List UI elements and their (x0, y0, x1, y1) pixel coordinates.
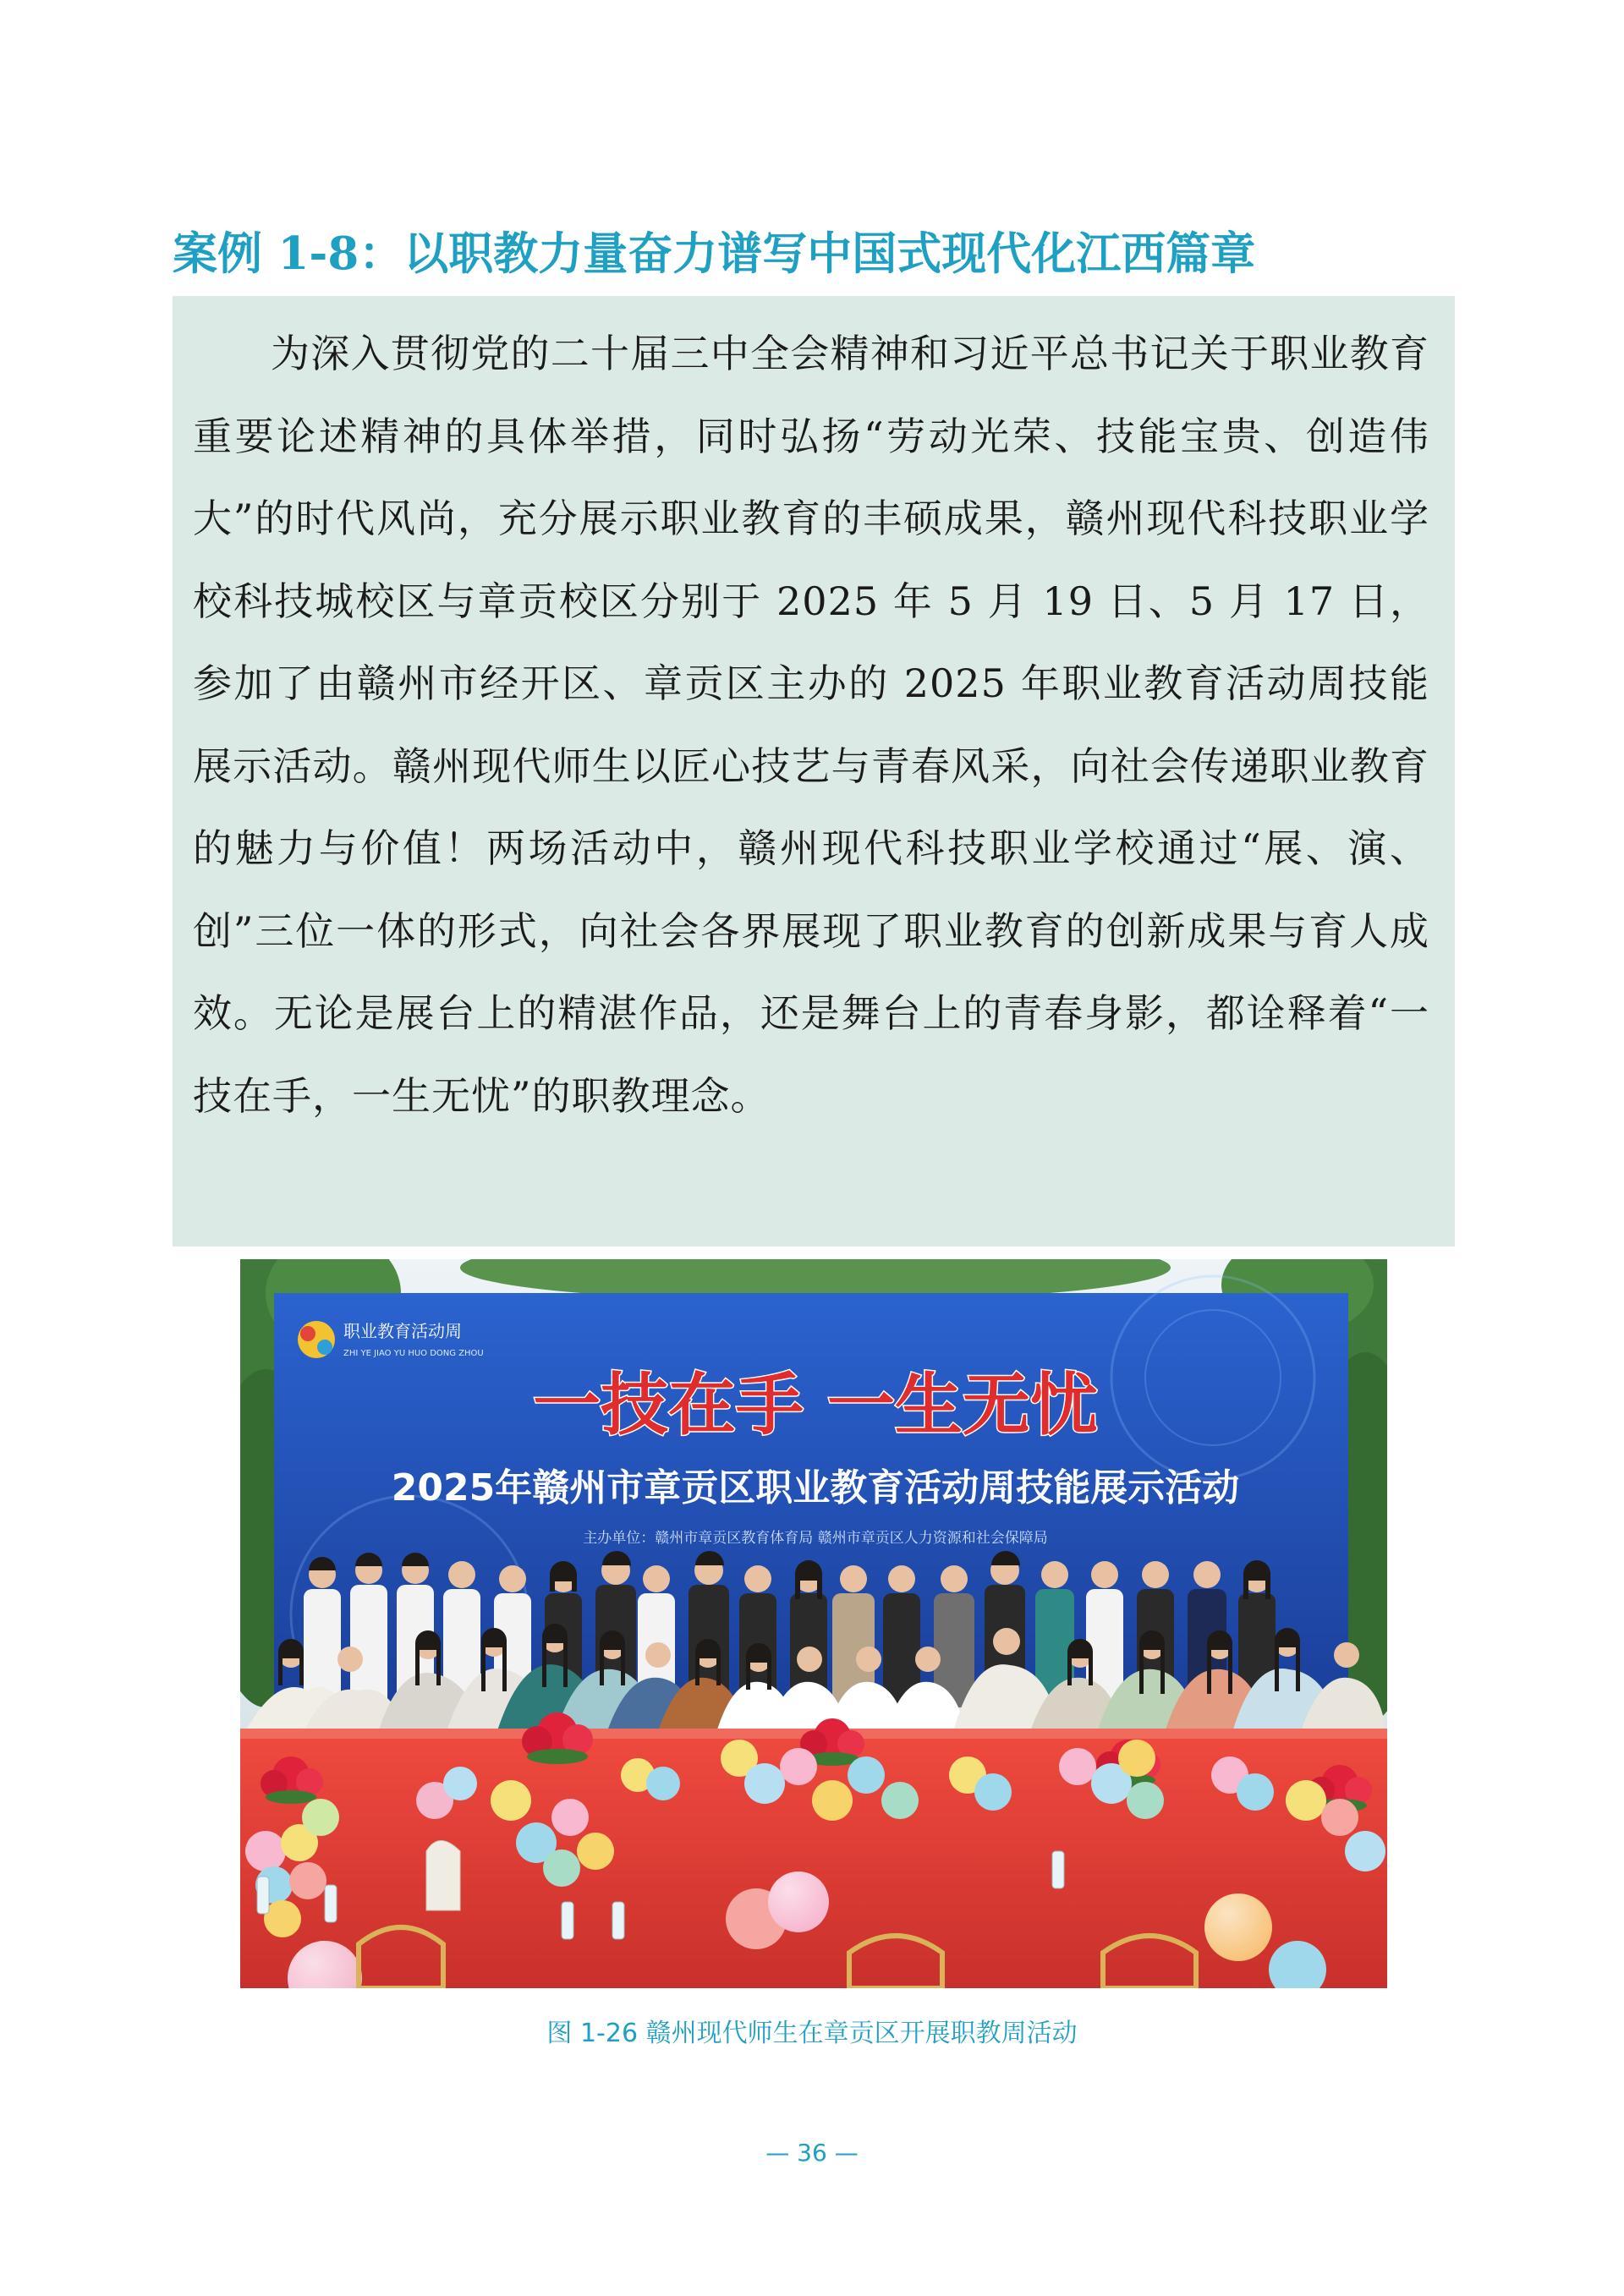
figure-caption: 图 1-26 赣州现代师生在章贡区开展职教周活动 (546, 2019, 1078, 2048)
case-title: 案例 1-8：以职教力量奋力谱写中国式现代化江西篇章 (173, 227, 1256, 280)
page-number: — 36 — (765, 2139, 859, 2167)
case-body-text: 为深入贯彻党的二十届三中全会精神和习近平总书记关于职业教育重要论述精神的具体举措，同时弘扬“劳动光荣、技能宝贵、创造伟大”的时代风尚，充分展示职业教育的丰硕成果，赣州现代科技职业学校科技城校区与章贡校区分别于 2025 年 5 月 19 日、5 月 17 日，参加了由赣州市经开区、章贡区主办的 2025 年职业教育活动周技能展示活动。赣州现代师生以匠心技艺与青春风采，向社会传递职业教育的魅力与价值！两场活动中，赣州现代科技职业学校通过“展、演、创”三位一体的形式，向社会各界展现了职业教育的创新成果与育人成效。无论是展台上的精湛作品，还是舞台上的青春身影，都诠释着“一技在手，一生无忧”的职教理念。 (193, 331, 1429, 1119)
banner-slogan: 一技在手 一生无忧 (533, 1365, 1098, 1444)
handbag (426, 1841, 460, 1911)
banner-logo (298, 1321, 335, 1358)
banner-organizer-text: 主办单位：赣州市章贡区教育体育局 赣州市章贡区人力资源和社会保障局 (583, 1530, 1048, 1547)
case-study-box (173, 296, 1455, 1247)
banner-title: 2025年赣州市章贡区职业教育活动周技能展示活动 (391, 1466, 1240, 1510)
banner-logo-pinyin: ZHI YE JIAO YU HUO DONG ZHOU (343, 1349, 484, 1358)
event-photo (240, 1259, 1387, 1988)
banner-logo-text: 职业教育活动周 (343, 1321, 462, 1341)
